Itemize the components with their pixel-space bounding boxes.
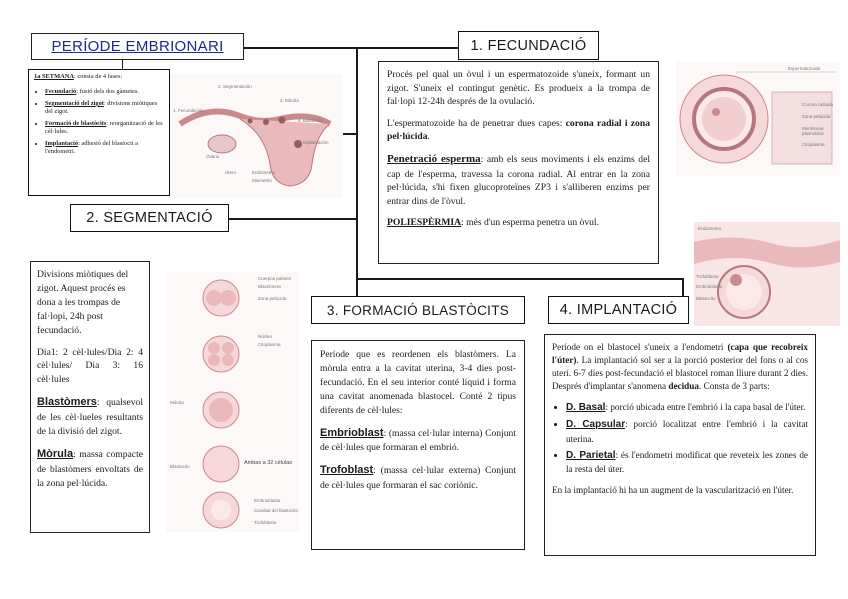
week-one-intro: : consta de 4 fases:	[73, 73, 123, 80]
blastocits-p1: Període que es reordenen els blastòmers. La mòrula entra a la cavitat uterina, 3-4 dies post-fecundació. En el seu interior conté líquid i forma una cavitat anomenada blastocel. Conté 2 tipus diferents de cèl·lules:	[320, 349, 516, 416]
oocyte-diagram	[676, 62, 840, 176]
list-item: • D. Basal: porció ubicada entre l'embrió i la capa basal de l'úter.	[566, 401, 808, 415]
uterus-label: Miometrio	[252, 178, 272, 183]
fecundacio-p4: POLIESPÈRMIA: més d'un esperma penetra un òvul.	[387, 217, 599, 229]
list-item: • D. Capsular: porció localitzat entre l'embrió i la cavitat uterina.	[566, 418, 808, 445]
blastocits-heading: 3. FORMACIÓ BLASTÒCITS	[311, 296, 525, 324]
segm-label: Cuerpos polares	[258, 276, 292, 281]
segm-label: Blastómera	[258, 284, 281, 289]
segmentacio-box	[30, 261, 150, 533]
implantacio-box	[544, 334, 816, 556]
week-one-box	[28, 69, 170, 196]
uterus-label: 1. Fecundación	[173, 108, 204, 113]
list-item: • Segmentació del zigot: divisions miòtiques del zigot.	[45, 100, 164, 117]
implant-label: Trofoblasto	[696, 274, 719, 279]
oocyte-label: Citoplasma	[802, 142, 825, 147]
uterus-label: 2. Segmentación	[218, 84, 252, 89]
segm-note: Ambas a 32 células	[244, 460, 292, 466]
blastocits-box	[311, 340, 525, 550]
segm-label: Zona pelúcida	[258, 296, 287, 301]
segm-label: Citoplasma	[258, 342, 281, 347]
segm-label: Mórula	[170, 400, 184, 405]
uterus-label: Ovario	[206, 154, 220, 159]
week-one-heading: 1a SETMANA	[34, 73, 74, 80]
oocyte-label: Corona radiada	[802, 102, 834, 107]
fecundacio-p2: L'espermatozoide ha de penetrar dues capes: corona radial i zona pel·lúcida.	[387, 117, 650, 143]
fecundacio-heading: 1. FECUNDACIÓ	[458, 31, 599, 60]
implantation-diagram	[694, 222, 840, 326]
segmentation-diagram	[166, 272, 299, 532]
uterus-label: 4. Blastocito	[298, 118, 323, 123]
implantacio-p1: Període on el blastocel s'uneix a l'endometri (capa que recobreix l'úter). La implantació sol ser a la porció posterior del fons o al cos uterí. 6-7 dies post-fecundació el blastocel roman lliure durant 2 dies. Després d'implantar s'anomena decidua. Consta de 3 parts:	[552, 342, 808, 392]
implant-label: Embrioblasto	[696, 284, 723, 289]
implantacio-heading: 4. IMPLANTACIÓ	[548, 296, 689, 324]
segm-label: Embrioblasto	[254, 498, 281, 503]
uterus-label: 3. Mórula	[280, 98, 299, 103]
segmentacio-morula: Mòrula: massa compacte de blastòmers envoltats de la zona pel·lúcida.	[37, 448, 143, 489]
list-item: • Formació de blastòcits: reorganització de les cèl·lules.	[45, 120, 164, 137]
oocyte-label: Espermatozoide	[788, 66, 821, 71]
page-title-text: PERÍODE EMBRIONARI	[51, 38, 224, 55]
segmentacio-p2: Dia1: 2 cèl·lules/Dia 2: 4 cèl·lules/ Dia 3: 16 cèl·lules	[37, 346, 143, 386]
list-item: • Fecundació: fusió dels dos gàmetes.	[45, 88, 164, 96]
uterus-label: Endometrio	[252, 170, 276, 175]
oocyte-label: Zona pelúcida	[802, 114, 831, 119]
uterus-label: 5. Implantación	[298, 140, 329, 145]
implant-label: Blastocito	[696, 296, 716, 301]
blastocits-trofoblast: Trofoblast: (massa cel·lular externa) Conjunt de cèl·lules que formaran el sac coriònic.	[320, 464, 516, 492]
fecundacio-p1: Procés pel qual un òvul i un espermatozoide s'uneix, formant un zigot. S'uneix el contingut genètic. Es produeix a la trompa de fal·lopi 12-24h després de la ovulació.	[387, 69, 650, 108]
list-item: • D. Parietal: és l'endometri modificat que reveteix les zones de la resta del úter.	[566, 449, 808, 476]
uterus-label: Útero	[225, 170, 237, 175]
segm-label: Cavidad del blastocito	[254, 508, 299, 513]
blastocits-embrioblast: Embrioblast: (massa cel·lular interna) Conjunt de cèl·lules que formaran el embrió.	[320, 426, 516, 454]
segmentacio-p1: Divisions miòtiques del zigot. Aquest procés es dona a les trompas de fal·lopi, 24h post fecundació.	[37, 269, 129, 336]
fecundacio-p3: Penetració esperma: amb els seus moviments i els enzims del cap de l'esperma, travessa la corona radial. Al entrar en la zona pel·lúcida, s'hi fixen glucoproteïnes ZP3 i s'alliberen enzims per entrar dins de l'òvul.	[387, 153, 651, 207]
segm-label: Trofoblasto	[254, 520, 277, 525]
implantacio-p2: En la implantació hi ha un augment de la vascularització en l'úter.	[552, 484, 794, 495]
segm-label: Blastocito	[170, 464, 190, 469]
uterus-diagram	[170, 74, 343, 198]
segmentacio-blastomers: Blastòmers: qualsevol de les cèl·lueles resultants de la divisió del zigot.	[37, 396, 143, 438]
segm-label: Núcleo	[258, 334, 273, 339]
segmentacio-heading: 2. SEGMENTACIÓ	[70, 204, 229, 232]
implant-label: Endometrio	[698, 226, 722, 231]
oocyte-label: Membrana plasmática	[802, 126, 824, 137]
fecundacio-box	[378, 61, 659, 264]
list-item: • Implantació: adhesió del blastocit a l'endometri.	[45, 140, 164, 157]
